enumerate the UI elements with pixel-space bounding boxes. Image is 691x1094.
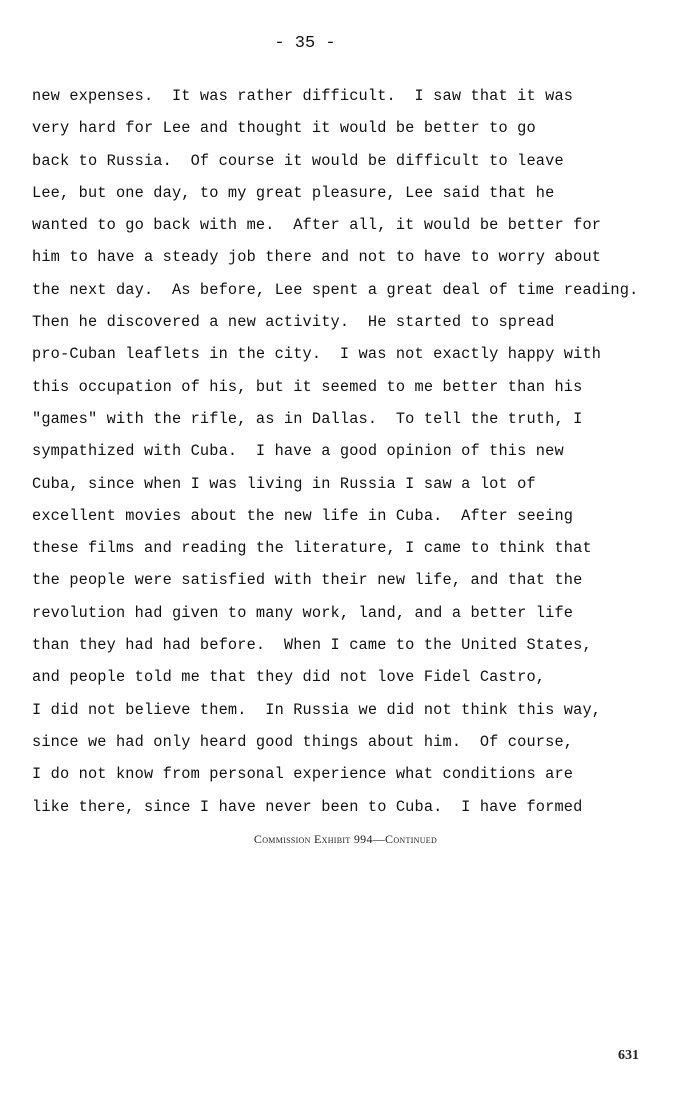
text-line: Cuba, since when I was living in Russia I saw a lot of bbox=[32, 474, 536, 493]
text-line: him to have a steady job there and not to have to worry about bbox=[32, 248, 602, 267]
text-line: and people told me that they did not love Fidel Castro, bbox=[32, 668, 546, 687]
text-line: than they had had before. When I came to the United States, bbox=[32, 636, 592, 655]
text-line: very hard for Lee and thought it would be better to go bbox=[32, 119, 536, 138]
text-line: revolution had given to many work, land, and a better life bbox=[32, 603, 574, 622]
text-line: sympathized with Cuba. I have a good opinion of this new bbox=[32, 442, 564, 461]
exhibit-caption: Commission Exhibit 994—Continued bbox=[253, 832, 438, 846]
text-line: like there, since I have never been to Cuba. I have formed bbox=[32, 797, 583, 816]
text-line: pro-Cuban leaflets in the city. I was not exactly happy with bbox=[32, 345, 602, 364]
text-line: the people were satisfied with their new life, and that the bbox=[32, 571, 583, 590]
page-number: - 35 - bbox=[274, 34, 336, 53]
text-line: excellent movies about the new life in Cuba. After seeing bbox=[32, 506, 574, 525]
text-line: wanted to go back with me. After all, it would be better for bbox=[32, 216, 602, 235]
text-line: these films and reading the literature, I came to think that bbox=[32, 539, 592, 558]
text-line: I do not know from personal experience what conditions are bbox=[32, 765, 574, 784]
text-line: I did not believe them. In Russia we did not think this way, bbox=[32, 700, 602, 719]
text-line: since we had only heard good things about him. Of course, bbox=[32, 732, 574, 751]
text-line: the next day. As before, Lee spent a great deal of time reading. bbox=[32, 280, 639, 299]
folio-number: 631 bbox=[618, 1048, 639, 1063]
text-line: Then he discovered a new activity. He started to spread bbox=[32, 313, 555, 332]
text-line: back to Russia. Of course it would be difficult to leave bbox=[32, 151, 564, 170]
text-line: new expenses. It was rather difficult. I saw that it was bbox=[32, 87, 574, 105]
text-line: Lee, but one day, to my great pleasure, Lee said that he bbox=[32, 183, 555, 202]
text-line: this occupation of his, but it seemed to me better than his bbox=[32, 377, 583, 396]
body-text bbox=[32, 82, 682, 825]
text-line: "games" with the rifle, as in Dallas. To tell the truth, I bbox=[32, 409, 583, 428]
